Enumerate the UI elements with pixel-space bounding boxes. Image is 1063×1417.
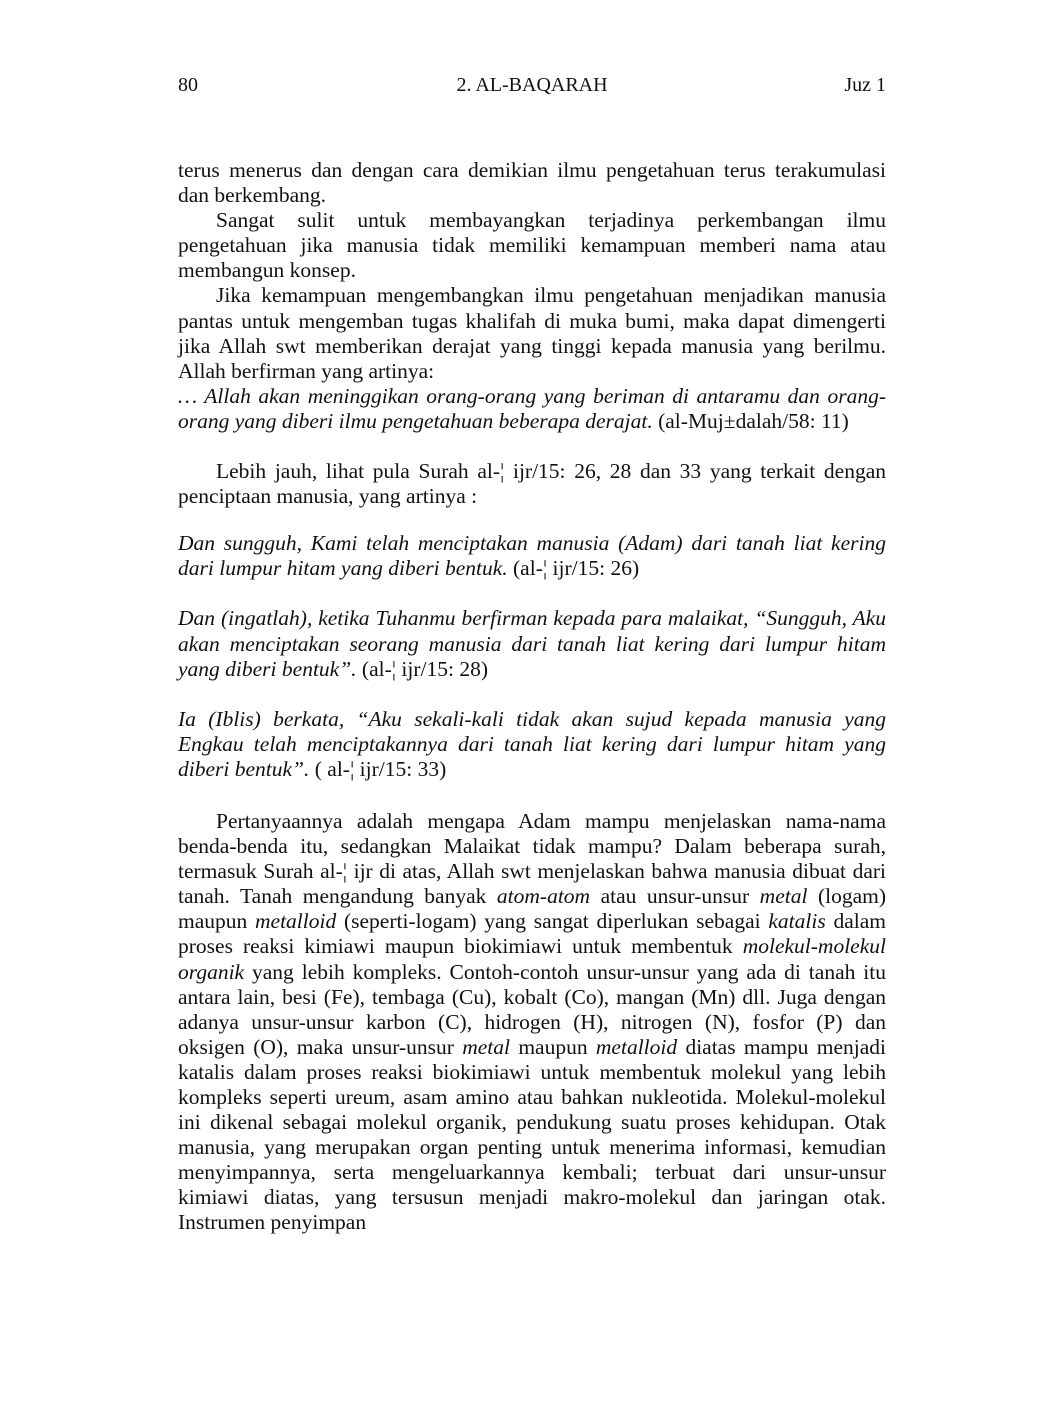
- quote-alhijr-28: [178, 606, 886, 681]
- spacer: [178, 682, 886, 707]
- italic-term: metal: [759, 884, 808, 909]
- quote-text: Dan sungguh, Kami telah menciptakan manusia (Adam) dari tanah liat kering dari lumpur hitam yang diberi bentuk.: [178, 531, 886, 581]
- paragraph-3: Jika kemampuan mengembangkan ilmu pengetahuan menjadikan manusia pantas untuk mengemban tugas khalifah di muka bumi, maka dapat dimengerti jika Allah swt memberikan derajat yang tinggi kepada manusia yang berilmu. Allah berfirman yang artinya:: [178, 283, 886, 383]
- spacer: [178, 509, 886, 531]
- page-header: [178, 73, 886, 99]
- text-run: diatas mampu menjadi katalis dalam proses reaksi biokimiawi untuk membentuk molekul yang lebih kompleks seperti ureum, asam amino atau bahkan nukleotida. Molekul-molekul ini dikenal sebagai molekul organik, pendukung suatu proses kehidupan. Otak manusia, yang merupakan organ penting untuk menerima informasi, kemudian menyimpannya, serta mengeluarkannya kembali; terbuat dari unsur-unsur kimiawi diatas, yang tersusun menjadi makro-molekul dan jaringan otak. Instrumen penyimpan: [178, 1034, 886, 1235]
- quote-text: … Allah akan meninggikan orang-orang yang beriman di antaramu dan orang-orang yang diberi ilmu pengetahuan beberapa derajat.: [178, 383, 886, 433]
- text-run: atau unsur-unsur: [590, 884, 760, 909]
- text-run: (seperti-logam) yang sangat diperlukan sebagai: [336, 909, 769, 934]
- text-run: dalam proses reaksi kimiawi maupun biokimiawi untuk membentuk: [178, 909, 886, 959]
- juz-label: Juz 1: [844, 74, 886, 96]
- quote-reference: (al-¦ ijr/15: 28): [356, 656, 489, 681]
- italic-term: metalloid: [255, 909, 337, 934]
- italic-term: katalis: [768, 909, 826, 934]
- quote-alhijr-26: [178, 531, 886, 581]
- text-run: maupun: [510, 1034, 596, 1059]
- chapter-title: 2. AL-BAQARAH: [456, 74, 608, 96]
- page-number: 80: [178, 74, 198, 96]
- italic-term: molekul-molekul organik: [178, 934, 886, 984]
- text-run: Pertanyaannya adalah mengapa Adam mampu menjelaskan nama-nama benda-benda itu, sedangkan Malaikat tidak mampu? Dalam beberapa surah, termasuk Surah al-¦ ijr di atas, Allah swt menjelaskan bahwa manusia dibuat dari tanah. Tanah mengandung banyak: [178, 808, 886, 909]
- italic-term: atom-atom: [496, 884, 591, 909]
- paragraph-1: terus menerus dan dengan cara demikian ilmu pengetahuan terus terakumulasi dan berkembang.: [178, 158, 886, 208]
- spacer: [178, 434, 886, 459]
- page-body: [178, 158, 886, 1236]
- quote-almujadalah: [178, 384, 886, 434]
- quote-alhijr-33: [178, 707, 886, 782]
- text-run: (logam) maupun: [178, 884, 887, 934]
- italic-term: metal: [462, 1034, 510, 1059]
- spacer: [178, 581, 886, 606]
- spacer: [178, 782, 886, 809]
- quote-reference: (al-¦ ijr/15: 26): [507, 556, 640, 581]
- paragraph-4: Lebih jauh, lihat pula Surah al-¦ ijr/15: 26, 28 dan 33 yang terkait dengan penciptaan manusia, yang artinya :: [178, 459, 886, 509]
- paragraph-2: Sangat sulit untuk membayangkan terjadinya perkembangan ilmu pengetahuan jika manusia tidak memiliki kemampuan memberi nama atau membangun konsep.: [178, 208, 886, 283]
- quote-reference: ( al-¦ ijr/15: 33): [309, 756, 447, 781]
- italic-term: metalloid: [595, 1034, 678, 1059]
- quote-reference: (al-Muj±dalah/58: 11): [652, 408, 849, 433]
- text-run: yang lebih kompleks. Contoh-contoh unsur-unsur yang ada di tanah itu antara lain, besi (Fe), tembaga (Cu), kobalt (Co), mangan (Mn) dll. Juga dengan adanya unsur-unsur karbon (C), hidrogen (H), nitrogen (N), fosfor (P) dan oksigen (O), maka unsur-unsur: [178, 959, 886, 1059]
- quote-text: Dan (ingatlah), ketika Tuhanmu berfirman kepada para malaikat, “Sungguh, Aku akan menciptakan seorang manusia dari tanah liat kering dari lumpur hitam yang diberi bentuk”.: [178, 606, 886, 681]
- paragraph-5: [178, 809, 886, 1236]
- quote-text: Ia (Iblis) berkata, “Aku sekali-kali tidak akan sujud kepada manusia yang Engkau telah menciptakannya dari tanah liat kering dari lumpur hitam yang diberi bentuk”.: [178, 706, 886, 781]
